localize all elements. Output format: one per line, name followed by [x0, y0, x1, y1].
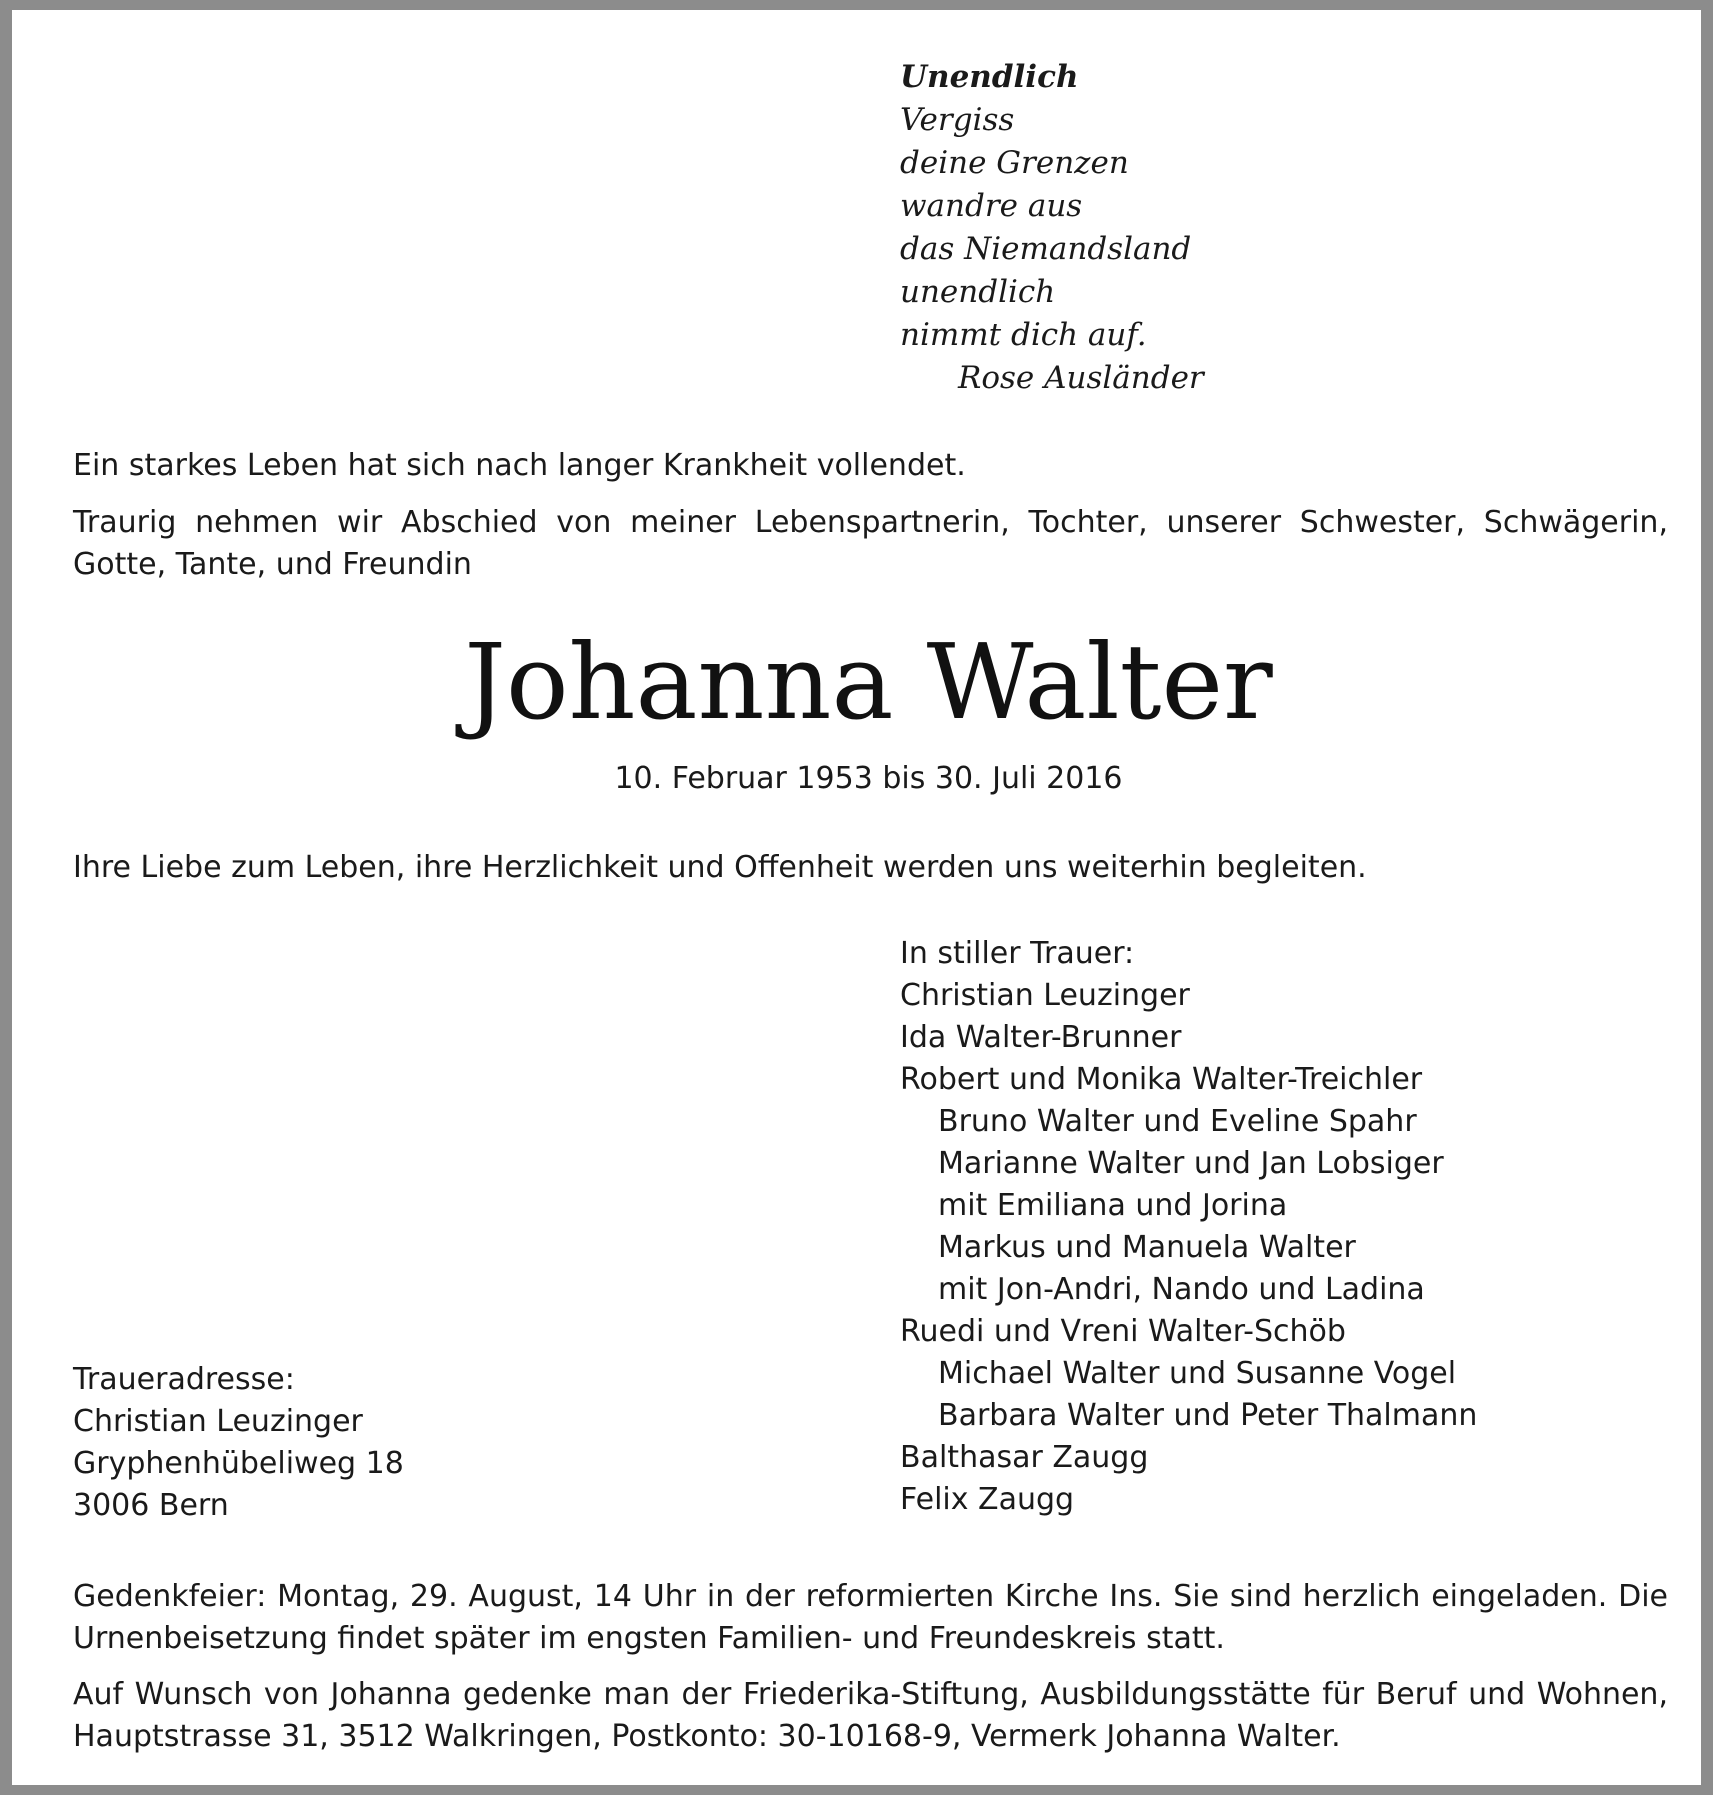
mourner-entry: mit Jon-Andri, Nando und Ladina [938, 1272, 1425, 1307]
mourner-entry: Balthasar Zaugg [900, 1440, 1149, 1475]
life-dates: 10. Februar 1953 bis 30. Juli 2016 [614, 761, 1123, 796]
mourner-entry: Michael Walter und Susanne Vogel [938, 1356, 1457, 1391]
mourners-list [900, 933, 1680, 1521]
mourner-entry: Christian Leuzinger [900, 978, 1190, 1013]
tribute-line: Ihre Liebe zum Leben, ihre Herzlichkeit und Offenheit werden uns weiterhin begleiten. [73, 850, 1367, 885]
mourners-heading: In stiller Trauer: [900, 936, 1135, 971]
poem-line: nimmt dich auf. [900, 317, 1147, 353]
address-name: Christian Leuzinger [73, 1404, 363, 1439]
poem-line: das Niemandsland [900, 231, 1192, 267]
mourner-entry: Barbara Walter und Peter Thalmann [938, 1398, 1478, 1433]
mourner-entry: Marianne Walter und Jan Lobsiger [938, 1146, 1444, 1181]
mourner-entry: Felix Zaugg [900, 1482, 1075, 1517]
mourner-entry: Bruno Walter und Eveline Spahr [938, 1104, 1417, 1139]
poem-line: Vergiss [900, 102, 1015, 138]
poem-title: Unendlich [900, 59, 1079, 95]
poem-line: wandre aus [900, 188, 1083, 224]
address-label: Traueradresse: [73, 1362, 295, 1397]
donation-paragraph: Auf Wunsch von Johanna gedenke man der Friederika-Stiftung, Ausbildungsstätte für Beruf und Wohnen, Hauptstrasse 31, 3512 Walkringen, Postkonto: 30-10168-9, Vermerk Johanna Walter. [73, 1677, 1668, 1754]
address-city: 3006 Bern [73, 1488, 229, 1523]
intro-line: Ein starkes Leben hat sich nach langer Krankheit vollendet. [73, 448, 966, 483]
mourner-entry: Markus und Manuela Walter [938, 1230, 1356, 1265]
mourner-entry: Ida Walter-Brunner [900, 1020, 1182, 1055]
poem-line: deine Grenzen [900, 145, 1129, 181]
farewell-paragraph: Traurig nehmen wir Abschied von meiner Lebenspartnerin, Tochter, unserer Schwester, Schwägerin, Gotte, Tante, und Freundin [73, 505, 1668, 582]
poem-line: unendlich [900, 274, 1056, 310]
mourner-entry: mit Emiliana und Jorina [938, 1188, 1288, 1223]
mourner-entry: Ruedi und Vreni Walter-Schöb [900, 1314, 1346, 1349]
mourning-address [73, 1359, 673, 1527]
address-street: Gryphenhübeliweg 18 [73, 1446, 404, 1481]
poem-author: Rose Ausländer [958, 360, 1204, 396]
ceremony-paragraph: Gedenkfeier: Montag, 29. August, 14 Uhr in der reformierten Kirche Ins. Sie sind herzlich eingeladen. Die Urnenbeisetzung findet später im engsten Familien- und Freundeskreis statt. [73, 1579, 1668, 1656]
deceased-name: Johanna Walter [464, 621, 1273, 743]
poem [900, 56, 1320, 400]
mourner-entry: Robert und Monika Walter-Treichler [900, 1062, 1423, 1097]
